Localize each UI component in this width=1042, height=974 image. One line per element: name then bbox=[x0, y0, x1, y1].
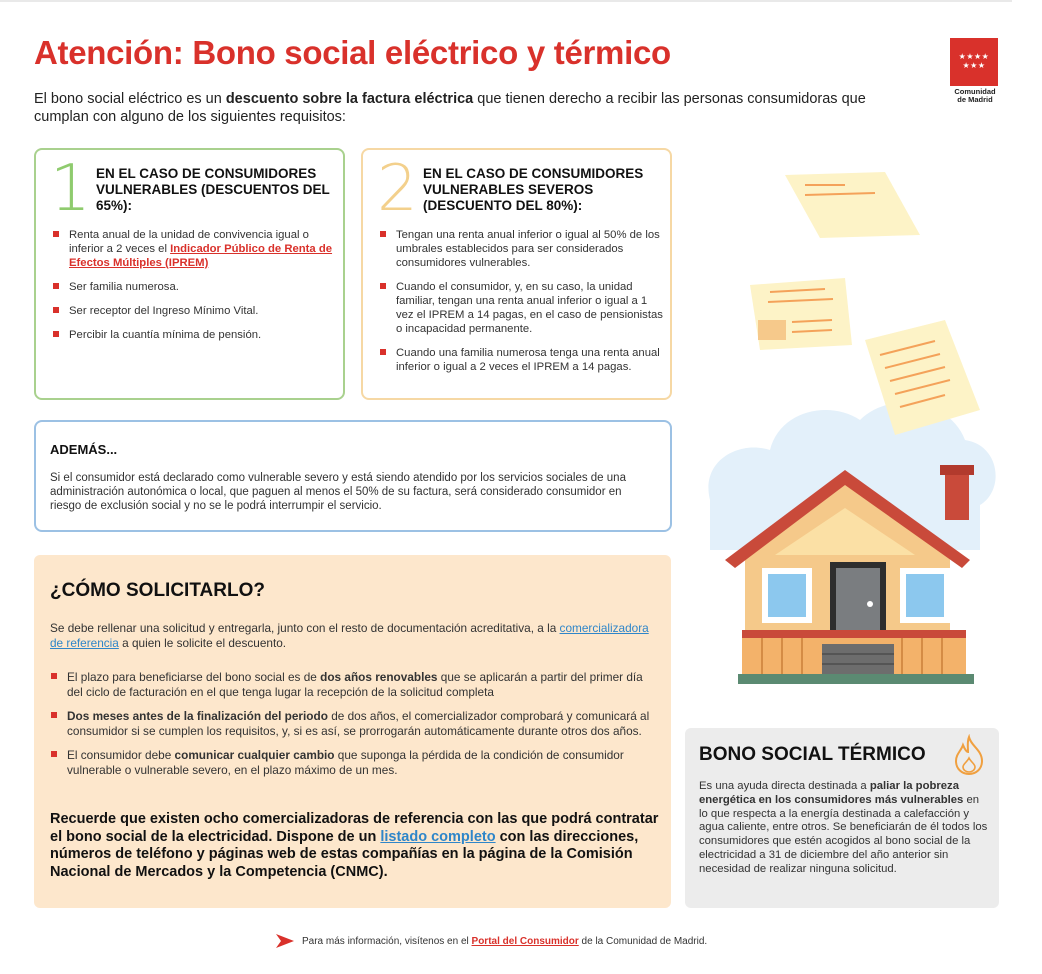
top-divider bbox=[0, 0, 1012, 2]
list-item: Tengan una renta anual inferior o igual al 50% de los umbrales establecidos para ser considerados consumidores vulnerables. bbox=[379, 228, 664, 270]
how-to-apply-section bbox=[34, 555, 671, 908]
footer-text: Para más información, visítenos en el Portal del Consumidor de la Comunidad de Madrid. bbox=[302, 935, 708, 947]
stars-icon: ★★★★ ★★★ bbox=[958, 52, 990, 70]
list-item: El consumidor debe comunicar cualquier cambio que suponga la pérdida de la condición de consumidor vulnerable o vulnerable severo, en el plazo máximo de un mes. bbox=[50, 748, 660, 777]
ademas-text: Si el consumidor está declarado como vulnerable severo y está siendo atendido por los servicios sociales de una administración autonómica o local, que paguen al menos el 50% de su factura, será considerado consumidor en riesgo de exclusión social y no se le podrá interrumpir el servicio. bbox=[50, 472, 626, 512]
document-icon bbox=[785, 172, 920, 238]
portal-consumidor-link[interactable]: Portal del Consumidor bbox=[471, 935, 579, 947]
reminder-text: Recuerde que existen ocho comercializadoras de referencia con las que podrá contratar el bono social de la electricidad. Dispone de un listado completo con las direcciones, números de teléfono y páginas web de estas compañías en la página de la Comisión Nacional de Mercados y la Competencia (CNMC). bbox=[50, 811, 659, 880]
intro-text: El bono social eléctrico es un descuento sobre la factura eléctrica que tienen derecho a recibir las personas consumidoras que cumplan con alguno de los siguientes requisitos: bbox=[34, 91, 866, 125]
page-title: Atención: Bono social eléctrico y térmico bbox=[34, 34, 671, 71]
section-title: ¿CÓMO SOLICITARLO? bbox=[50, 580, 265, 601]
how-intro-text: Se debe rellenar una solicitud y entregarla, junto con el resto de documentación acreditativa, a la comercializadora de referencia a quien le solicite el descuento. bbox=[50, 621, 649, 650]
list-item: Percibir la cuantía mínima de pensión. bbox=[52, 328, 337, 342]
footer bbox=[276, 934, 707, 948]
flame-icon bbox=[951, 734, 987, 776]
arrow-right-icon bbox=[276, 934, 294, 948]
list-item: Cuando una familia numerosa tenga una renta anual inferior o igual a 2 veces el IPREM a 14 pagas. bbox=[379, 346, 664, 374]
termico-title: BONO SOCIAL TÉRMICO bbox=[699, 744, 926, 765]
comunidad-madrid-logo bbox=[950, 38, 1000, 104]
list-item: Ser receptor del Ingreso Mínimo Vital. bbox=[52, 304, 337, 318]
card-title: EN EL CASO DE CONSUMIDORES VULNERABLES (DESCUENTOS DEL 65%): bbox=[96, 166, 330, 213]
list-item: El plazo para beneficiarse del bono social es de dos años renovables que se aplicarán a partir del primer día del ciclo de facturación en el que tenga lugar la recepción de la solicitud completa bbox=[50, 670, 660, 699]
requirements-list bbox=[379, 228, 664, 384]
listado-completo-link[interactable]: listado completo bbox=[380, 828, 496, 845]
iprem-link[interactable]: Indicador Público de Renta de Efectos Múltiples (IPREM) bbox=[69, 243, 333, 269]
madrid-flag-icon bbox=[950, 38, 998, 86]
ademas-box bbox=[34, 420, 672, 532]
document-icon bbox=[750, 278, 852, 350]
list-item: Ser familia numerosa. bbox=[52, 280, 337, 294]
logo-text: Comunidad de Madrid bbox=[954, 87, 996, 104]
how-list bbox=[50, 670, 660, 787]
list-item: Renta anual de la unidad de convivencia igual o inferior a 2 veces el Indicador Público de Renta de Efectos Múltiples (IPREM) bbox=[52, 228, 337, 270]
card-number: 2 bbox=[377, 152, 418, 226]
card-number: 1 bbox=[50, 152, 91, 226]
requirements-list bbox=[52, 228, 337, 352]
house-documents-illustration bbox=[680, 150, 1010, 690]
list-item: Dos meses antes de la finalización del periodo de dos años, el comercializador comprobará y comunicará al consumidor si se cumplen los requisitos, y, si es así, se prorrogarán automáticamente durante otros dos años. bbox=[50, 709, 660, 738]
ademas-title: ADEMÁS... bbox=[50, 442, 118, 457]
termico-text: Es una ayuda directa destinada a paliar la pobreza energética en los consumidores más vulnerables en lo que respecta a la energía destinada a calefacción y agua caliente, entre otros. Se beneficiarán de él todos los consumidores que estén acogidos al bono social de la electricidad a 31 de diciembre del año anterior sin necesidad de realizar ninguna solicitud. bbox=[699, 780, 988, 875]
list-item: Cuando el consumidor, y, en su caso, la unidad familiar, tengan una renta anual inferior o igual a 1 vez el IPREM a 14 pagas, en el caso de pensionistas o incapacidad permanente. bbox=[379, 280, 664, 336]
bono-termico-box bbox=[685, 728, 999, 908]
comercializadora-link[interactable]: comercializadora de referencia bbox=[50, 621, 649, 650]
vulnerable-consumers-card bbox=[34, 148, 345, 400]
card-title: EN EL CASO DE CONSUMIDORES VULNERABLES SEVEROS (DESCUENTO DEL 80%): bbox=[423, 166, 644, 213]
severe-vulnerable-card bbox=[361, 148, 672, 400]
